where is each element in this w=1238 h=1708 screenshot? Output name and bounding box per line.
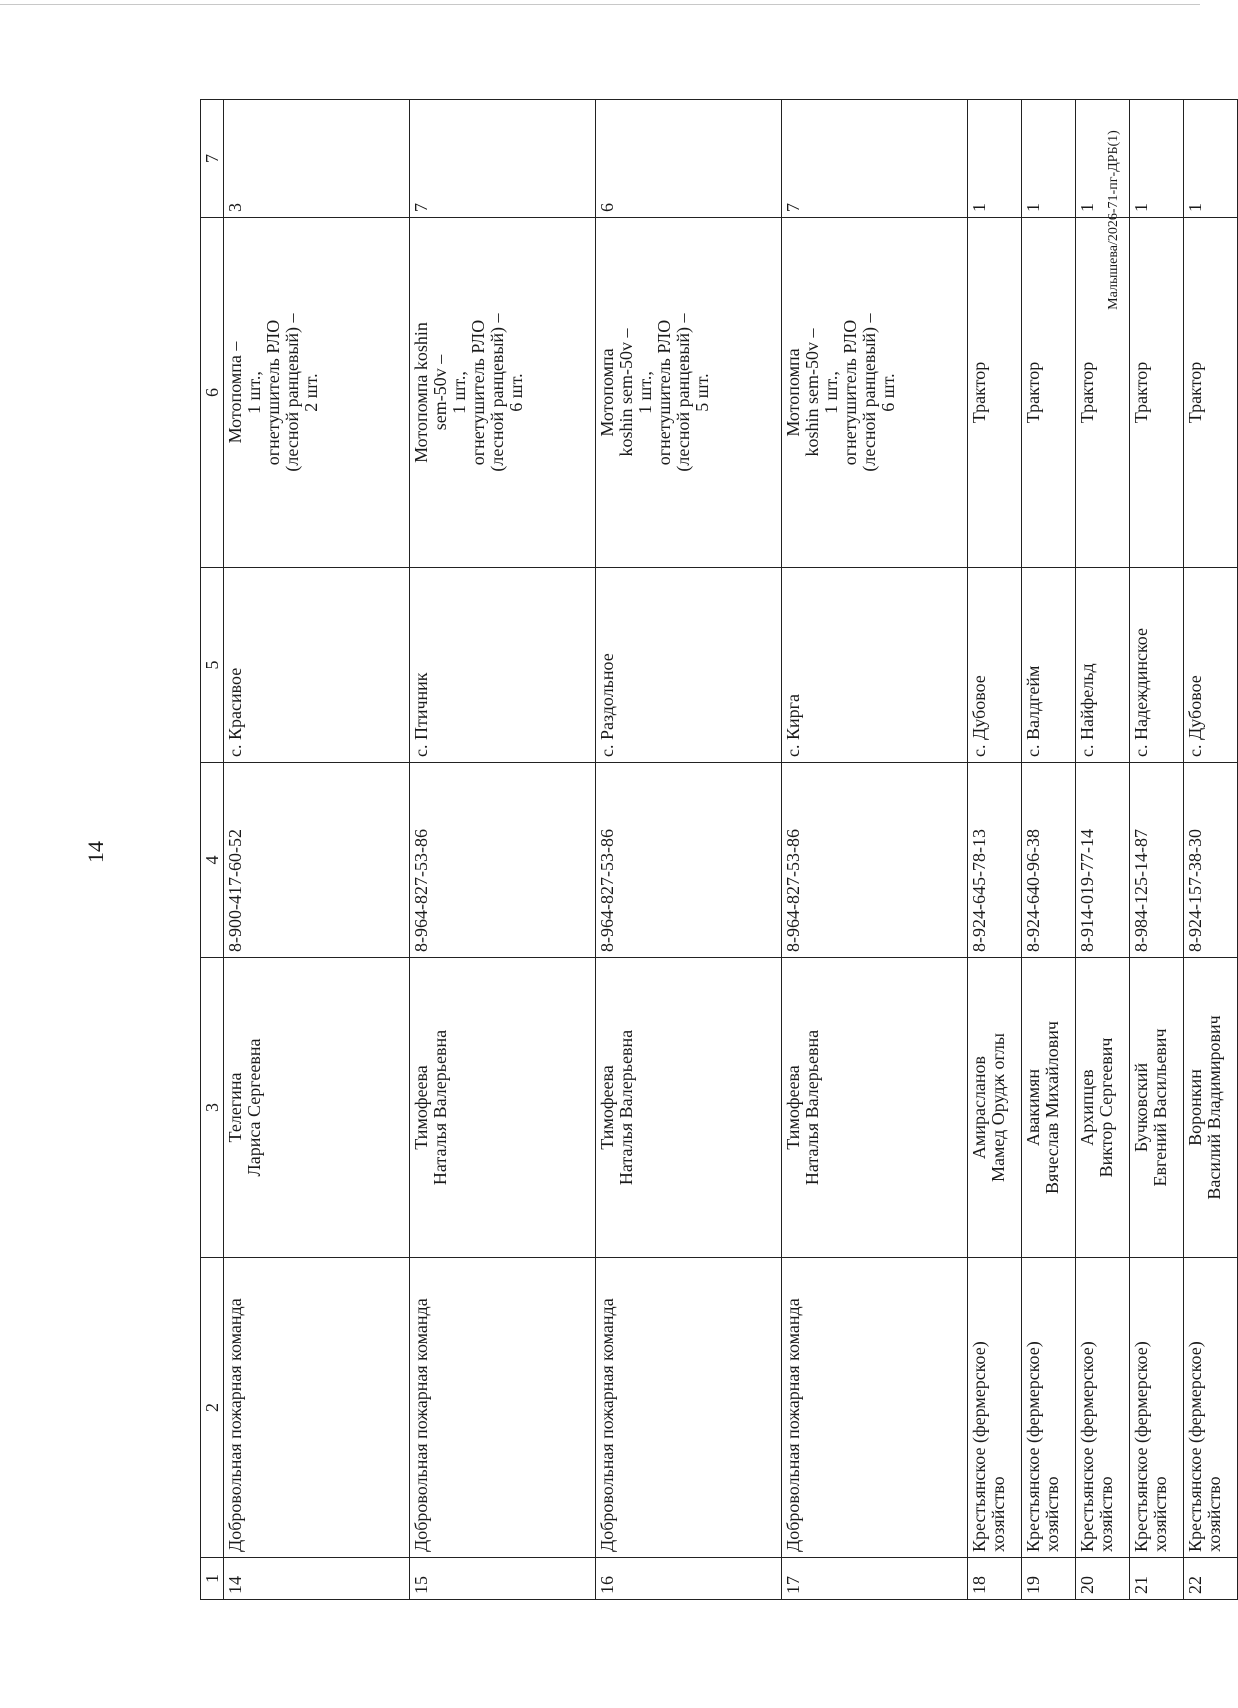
cell-responsible-person-line: Наталья Валерьевна xyxy=(430,1029,450,1186)
cell-organization-type xyxy=(1076,1258,1130,1558)
cell-phone xyxy=(1184,763,1238,958)
cell-phone xyxy=(410,763,596,958)
scan-top-edge xyxy=(0,4,1200,5)
cell-responsible-person xyxy=(410,958,596,1258)
header-col-5: 5 xyxy=(201,568,224,763)
resources-table xyxy=(200,99,1238,1600)
table-body xyxy=(201,100,1238,1600)
cell-phone xyxy=(968,763,1022,958)
cell-organization-type xyxy=(968,1258,1022,1558)
cell-equipment-line: Мотопомпа koshin xyxy=(411,322,431,463)
cell-number-line: 22 xyxy=(1185,1576,1205,1594)
cell-organization-type xyxy=(1022,1258,1076,1558)
cell-number xyxy=(410,1558,596,1600)
cell-responsible-person xyxy=(596,958,782,1258)
cell-count xyxy=(1184,100,1238,218)
cell-village xyxy=(1184,568,1238,763)
cell-organization-type-line: Крестьянское (фермерское) xyxy=(969,1341,989,1552)
cell-responsible-person xyxy=(782,958,968,1258)
cell-village xyxy=(968,568,1022,763)
cell-equipment-line: (лесной ранцевый) – xyxy=(859,313,879,472)
cell-count xyxy=(782,100,968,218)
table-row xyxy=(410,100,596,1600)
cell-responsible-person-line: Евгений Васильевич xyxy=(1150,1028,1170,1187)
cell-organization-type xyxy=(1184,1258,1238,1558)
cell-count-line: 1 xyxy=(1131,203,1151,212)
header-col-3: 3 xyxy=(201,958,224,1258)
cell-count-line: 1 xyxy=(1077,203,1097,212)
cell-organization-type xyxy=(596,1258,782,1558)
cell-village-line: с. Дубовое xyxy=(969,675,989,757)
cell-responsible-person-line: Амирасланов xyxy=(969,1055,989,1160)
cell-equipment-line: огнетушитель РЛО xyxy=(263,319,283,466)
cell-organization-type-line: хозяйство xyxy=(1042,1476,1062,1552)
cell-responsible-person-line: Авакимян xyxy=(1023,1069,1043,1146)
cell-equipment-line: 5 шт. xyxy=(692,373,712,412)
cell-village-line: с. Дубовое xyxy=(1185,675,1205,757)
header-row xyxy=(201,100,224,1600)
cell-responsible-person-line: Бучковский xyxy=(1131,1062,1151,1153)
cell-organization-type-line: хозяйство xyxy=(1204,1476,1224,1552)
cell-count-line: 6 xyxy=(597,203,617,212)
cell-equipment-line: Трактор xyxy=(1023,361,1043,424)
cell-phone-line: 8-924-157-38-30 xyxy=(1185,829,1205,952)
cell-count xyxy=(968,100,1022,218)
cell-equipment xyxy=(1130,218,1184,568)
cell-number xyxy=(968,1558,1022,1600)
cell-equipment-line: (лесной ранцевый) – xyxy=(487,313,507,472)
cell-equipment xyxy=(410,218,596,568)
cell-number-line: 18 xyxy=(969,1576,989,1594)
cell-responsible-person-line: Тимофеева xyxy=(411,1065,431,1150)
cell-village-line: с. Кирга xyxy=(783,694,803,757)
cell-phone-line: 8-914-019-77-14 xyxy=(1077,829,1097,952)
cell-responsible-person-line: Мамед Орудж оглы xyxy=(988,1032,1008,1183)
cell-count-line: 7 xyxy=(783,203,803,212)
header-col-2: 2 xyxy=(201,1258,224,1558)
cell-number xyxy=(224,1558,410,1600)
table-row xyxy=(1184,100,1238,1600)
cell-phone-line: 8-984-125-14-87 xyxy=(1131,829,1151,952)
cell-responsible-person xyxy=(1130,958,1184,1258)
cell-number xyxy=(1022,1558,1076,1600)
cell-organization-type xyxy=(782,1258,968,1558)
cell-equipment-line: 6 шт. xyxy=(878,373,898,412)
cell-phone-line: 8-964-827-53-86 xyxy=(411,829,431,952)
table-row xyxy=(1130,100,1184,1600)
cell-responsible-person xyxy=(1076,958,1130,1258)
cell-village xyxy=(782,568,968,763)
cell-count-line: 1 xyxy=(1023,203,1043,212)
cell-responsible-person-line: Лариса Сергеевна xyxy=(244,1038,264,1177)
cell-village-line: с. Раздольное xyxy=(597,653,617,757)
cell-responsible-person-line: Воронкин xyxy=(1185,1069,1205,1146)
cell-equipment-line: sem-50v – xyxy=(430,354,450,431)
cell-count xyxy=(224,100,410,218)
cell-village xyxy=(1076,568,1130,763)
cell-equipment-line: Мотопомпа xyxy=(597,348,617,437)
cell-count xyxy=(1076,100,1130,218)
cell-organization-type-line: Добровольная пожарная команда xyxy=(411,1298,431,1552)
cell-equipment-line: Трактор xyxy=(1185,361,1205,424)
table-row xyxy=(968,100,1022,1600)
cell-phone-line: 8-924-645-78-13 xyxy=(969,829,989,952)
cell-number-line: 15 xyxy=(411,1576,431,1594)
cell-number-line: 20 xyxy=(1077,1576,1097,1594)
cell-phone-line: 8-964-827-53-86 xyxy=(783,829,803,952)
cell-phone-line: 8-924-640-96-38 xyxy=(1023,829,1043,952)
cell-count xyxy=(410,100,596,218)
cell-village xyxy=(410,568,596,763)
cell-organization-type xyxy=(224,1258,410,1558)
cell-equipment-line: Трактор xyxy=(1131,361,1151,424)
cell-responsible-person-line: Наталья Валерьевна xyxy=(802,1029,822,1186)
cell-village xyxy=(224,568,410,763)
cell-equipment-line: огнетушитель РЛО xyxy=(468,319,488,466)
cell-organization-type-line: Крестьянское (фермерское) xyxy=(1023,1341,1043,1552)
cell-responsible-person-line: Архипцев xyxy=(1077,1069,1097,1146)
cell-count-line: 1 xyxy=(1185,203,1205,212)
cell-organization-type-line: Добровольная пожарная команда xyxy=(783,1298,803,1552)
cell-organization-type-line: хозяйство xyxy=(1096,1476,1116,1552)
cell-equipment-line: огнетушитель РЛО xyxy=(840,319,860,466)
cell-equipment xyxy=(968,218,1022,568)
cell-responsible-person-line: Телегина xyxy=(225,1072,245,1143)
cell-count xyxy=(1130,100,1184,218)
cell-responsible-person-line: Наталья Валерьевна xyxy=(616,1029,636,1186)
cell-number-line: 19 xyxy=(1023,1576,1043,1594)
cell-number-line: 14 xyxy=(225,1576,245,1594)
cell-equipment-line: 2 шт. xyxy=(301,373,321,412)
cell-organization-type-line: Крестьянское (фермерское) xyxy=(1077,1341,1097,1552)
cell-equipment-line: 1 шт., xyxy=(635,371,655,414)
cell-equipment-line: (лесной ранцевый) – xyxy=(282,313,302,472)
cell-responsible-person xyxy=(224,958,410,1258)
cell-number xyxy=(1184,1558,1238,1600)
cell-equipment xyxy=(596,218,782,568)
cell-phone xyxy=(596,763,782,958)
page-number: 14 xyxy=(83,841,108,863)
cell-responsible-person xyxy=(1022,958,1076,1258)
cell-organization-type-line: Крестьянское (фермерское) xyxy=(1131,1341,1151,1552)
cell-equipment-line: 1 шт., xyxy=(821,371,841,414)
cell-equipment-line: Трактор xyxy=(1077,361,1097,424)
cell-organization-type xyxy=(1130,1258,1184,1558)
cell-equipment-line: 1 шт., xyxy=(244,371,264,414)
cell-responsible-person-line: Вячеслав Михайлович xyxy=(1042,1021,1062,1194)
cell-equipment-line: огнетушитель РЛО xyxy=(654,319,674,466)
cell-equipment-line: Мотопомпа xyxy=(783,348,803,437)
cell-number xyxy=(596,1558,782,1600)
cell-village-line: с. Найфельд xyxy=(1077,663,1097,757)
cell-count xyxy=(596,100,782,218)
cell-equipment xyxy=(1022,218,1076,568)
header-col-6: 6 xyxy=(201,218,224,568)
cell-responsible-person xyxy=(1184,958,1238,1258)
header-col-1: 1 xyxy=(201,1558,224,1600)
cell-equipment xyxy=(224,218,410,568)
cell-equipment-line: koshin sem-50v – xyxy=(802,328,822,457)
cell-count-line: 3 xyxy=(225,203,245,212)
cell-equipment xyxy=(782,218,968,568)
cell-phone xyxy=(1130,763,1184,958)
cell-equipment-line: 6 шт. xyxy=(506,373,526,412)
cell-organization-type-line: Добровольная пожарная команда xyxy=(597,1298,617,1552)
table-row xyxy=(596,100,782,1600)
document-code: Малышева/2026-71-пг-ДРБ(1) xyxy=(1106,130,1121,310)
cell-village-line: с. Надеждинское xyxy=(1131,627,1151,757)
cell-responsible-person-line: Виктор Сергеевич xyxy=(1096,1037,1116,1178)
cell-equipment xyxy=(1076,218,1130,568)
table-row xyxy=(1076,100,1130,1600)
cell-number-line: 17 xyxy=(783,1576,803,1594)
cell-phone xyxy=(782,763,968,958)
cell-village xyxy=(1130,568,1184,763)
cell-phone xyxy=(1076,763,1130,958)
header-col-7: 7 xyxy=(201,100,224,218)
cell-phone-line: 8-964-827-53-86 xyxy=(597,829,617,952)
cell-organization-type xyxy=(410,1258,596,1558)
cell-number-line: 16 xyxy=(597,1576,617,1594)
cell-responsible-person xyxy=(968,958,1022,1258)
header-col-4: 4 xyxy=(201,763,224,958)
cell-number xyxy=(1130,1558,1184,1600)
cell-organization-type-line: Крестьянское (фермерское) xyxy=(1185,1341,1205,1552)
cell-equipment-line: (лесной ранцевый) – xyxy=(673,313,693,472)
cell-number xyxy=(782,1558,968,1600)
table-row xyxy=(1022,100,1076,1600)
cell-phone xyxy=(224,763,410,958)
cell-phone xyxy=(1022,763,1076,958)
table-row xyxy=(782,100,968,1600)
cell-responsible-person-line: Василий Владимирович xyxy=(1204,1015,1224,1200)
cell-village-line: с. Красивое xyxy=(225,667,245,757)
cell-phone-line: 8-900-417-60-52 xyxy=(225,829,245,952)
cell-organization-type-line: хозяйство xyxy=(1150,1476,1170,1552)
cell-count xyxy=(1022,100,1076,218)
cell-village xyxy=(1022,568,1076,763)
cell-village-line: с. Птичник xyxy=(411,672,431,757)
cell-village xyxy=(596,568,782,763)
cell-count-line: 7 xyxy=(411,203,431,212)
cell-number xyxy=(1076,1558,1130,1600)
table-row xyxy=(224,100,410,1600)
cell-organization-type-line: хозяйство xyxy=(988,1476,1008,1552)
cell-count-line: 1 xyxy=(969,203,989,212)
cell-number-line: 21 xyxy=(1131,1576,1151,1594)
cell-equipment-line: Трактор xyxy=(969,361,989,424)
cell-responsible-person-line: Тимофеева xyxy=(783,1065,803,1150)
cell-equipment-line: 1 шт., xyxy=(449,371,469,414)
cell-village-line: с. Валдгейм xyxy=(1023,665,1043,757)
cell-equipment-line: Мотопомпа – xyxy=(225,341,245,444)
cell-responsible-person-line: Тимофеева xyxy=(597,1065,617,1150)
cell-organization-type-line: Добровольная пожарная команда xyxy=(225,1298,245,1552)
cell-equipment-line: koshin sem-50v – xyxy=(616,328,636,457)
cell-equipment xyxy=(1184,218,1238,568)
